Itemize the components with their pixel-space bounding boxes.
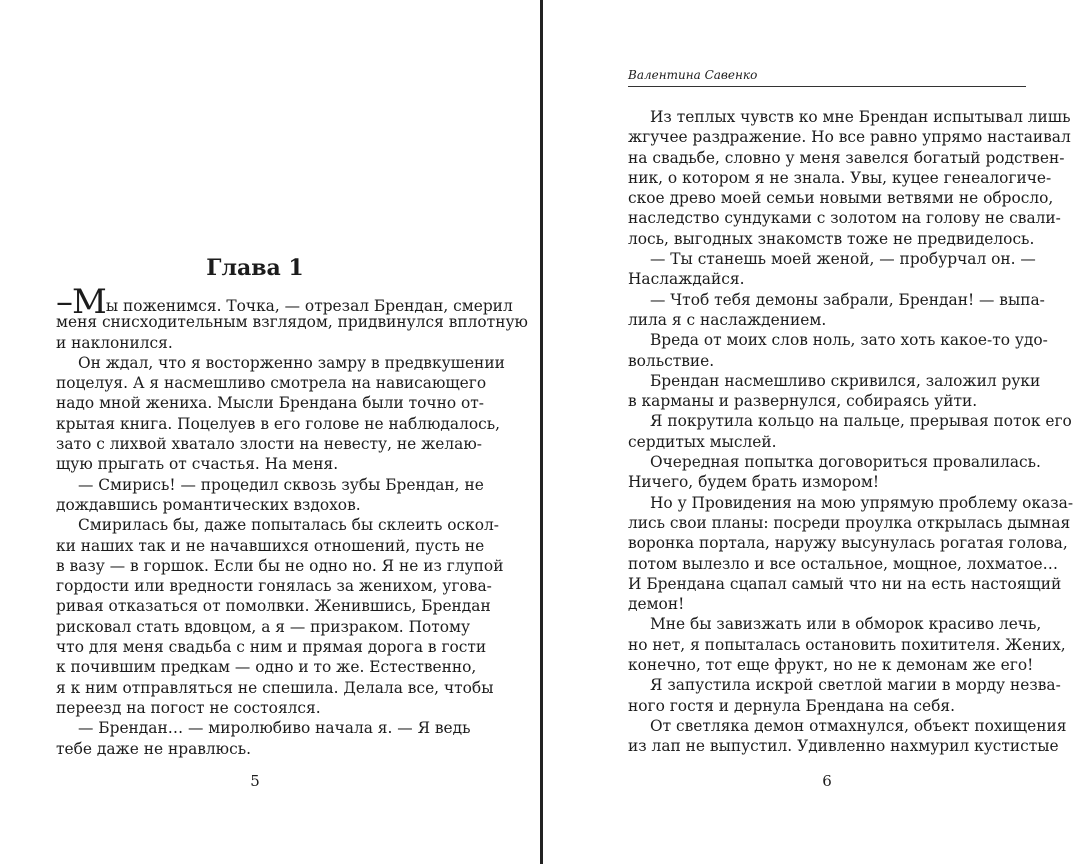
left-text-line: ки наших так и не начавшихся отношений, пусть не: [56, 536, 485, 555]
right-text-line: воронка портала, наружу высунулась рогатая голова,: [628, 534, 1068, 553]
right-text-line: ник, о котором я не знала. Увы, куцее генеалогиче-: [628, 168, 1052, 187]
left-text-line: надо мной жениха. Мысли Брендана были точно от-: [56, 394, 484, 413]
right-text-line: потом вылезло и все остальное, мощное, лохматое…: [628, 554, 1058, 573]
left-text-line: щую прыгать от счастья. На меня.: [56, 455, 339, 474]
left-text-line: что для меня свадьба с ним и прямая дорога в гости: [56, 638, 487, 657]
right-text-line: наследство сундуками с золотом на голову не свали-: [628, 209, 1061, 228]
right-text-line: Вреда от моих слов ноль, зато хоть какое-то удо-: [650, 331, 1048, 350]
right-text-line: сердитых мыслей.: [628, 432, 777, 451]
right-text-line: лись свои планы: посреди проулка открылась дымная: [628, 513, 1071, 532]
left-text-line: переезд на погост не состоялся.: [56, 698, 321, 717]
right-text-line: но нет, я попыталась остановить похитителя. Жених,: [628, 635, 1066, 654]
right-text-line: лось, выгодных знакомств тоже не предвиделось.: [628, 229, 1035, 248]
drop-cap: –М: [56, 282, 106, 322]
left-text-line: ривая отказаться от помолвки. Женившись, Брендан: [56, 597, 491, 616]
right-text-line: Очередная попытка договориться провалилась.: [650, 453, 1041, 472]
right-text-line: в карманы и развернулся, собираясь уйти.: [628, 392, 978, 411]
right-text-line: ское древо моей семьи новыми ветвями не обросло,: [628, 189, 1054, 208]
right-text-line: жгучее раздражение. Но все равно упрямо настаивал: [628, 128, 1071, 147]
running-head-rule: [628, 86, 1026, 87]
right-text-line: Мне бы завизжать или в обморок красиво лечь,: [650, 615, 1042, 634]
right-text-line: — Чтоб тебя демоны забрали, Брендан! — выпа-: [650, 290, 1045, 309]
right-text-line: из лап не выпустил. Удивленно нахмурил кустистые: [628, 737, 1059, 756]
left-text-line: к почившим предкам — одно и то же. Естественно,: [56, 658, 477, 677]
right-text-line: Ничего, будем брать измором!: [628, 473, 880, 492]
right-text-line: конечно, тот еще фрукт, но не к демонам же его!: [628, 656, 1034, 675]
left-text-line: зато с лихвой хватало злости на невесту, не желаю-: [56, 435, 482, 454]
left-text-line: крытая книга. Поцелуев в его голове не наблюдалось,: [56, 414, 501, 433]
right-page: [628, 0, 1074, 864]
left-text-line: Смирилась бы, даже попыталась бы склеить оскол-: [78, 516, 499, 535]
left-text-line: рисковал стать вдовцом, а я — призраком. Потому: [56, 617, 471, 636]
left-text-line: — Брендан… — миролюбиво начала я. — Я ведь: [78, 719, 471, 738]
left-text-line: я к ним отправляться не спешила. Делала все, чтобы: [56, 678, 494, 697]
right-text-line: Я покрутила кольцо на пальце, прерывая поток его: [650, 412, 1072, 431]
right-text-line: ного гостя и дернула Брендана на себя.: [628, 696, 955, 715]
right-text-line: Я запустила искрой светлой магии в морду незва-: [650, 676, 1061, 695]
right-text-line: вольствие.: [628, 351, 715, 370]
page-number-right: 6: [822, 772, 832, 790]
left-text-line: Он ждал, что я восторженно замру в предвкушении: [78, 353, 505, 372]
left-page: [56, 0, 528, 864]
left-text-line: поцелуя. А я насмешливо смотрела на нависающего: [56, 374, 487, 393]
left-text-line: [56, 282, 513, 322]
drop-cap-line-text: ы поженимся. Точка, — отрезал Брендан, смерил: [105, 297, 513, 315]
right-text-line: Наслаждайся.: [628, 270, 745, 289]
page-number-left: 5: [250, 772, 260, 790]
left-page-body: [56, 282, 528, 759]
left-text-line: — Смирись! — процедил сквозь зубы Брендан, не: [78, 475, 484, 494]
chapter-title: Глава 1: [206, 255, 304, 281]
right-text-line: — Ты станешь моей женой, — пробурчал он. —: [650, 250, 1036, 269]
right-text-line: лила я с наслаждением.: [628, 310, 827, 329]
left-text-line: меня снисходительным взглядом, придвинулся вплотную: [56, 313, 528, 332]
left-text-line: в вазу — в горшок. Если бы не одно но. Я не из глупой: [56, 556, 504, 575]
left-text-line: и наклонился.: [56, 333, 173, 352]
running-head: Валентина Савенко: [628, 68, 758, 82]
right-text-line: И Брендана сцапал самый что ни на есть настоящий: [628, 574, 1062, 593]
right-text-line: От светляка демон отмахнулся, объект похищения: [650, 716, 1067, 735]
right-text-line: на свадьбе, словно у меня завелся богатый родствен-: [628, 148, 1065, 167]
left-text-line: гордости или вредности гонялась за женихом, угова-: [56, 577, 492, 596]
left-text-line: тебе даже не нравлюсь.: [56, 739, 251, 758]
right-text-line: демон!: [628, 595, 685, 614]
spine-divider: [540, 0, 543, 864]
right-text-line: Но у Провидения на мою упрямую проблему оказа-: [650, 493, 1074, 512]
right-page-body: [628, 107, 1074, 757]
right-text-line: Брендан насмешливо скривился, заложил руки: [650, 371, 1041, 390]
left-text-line: дождавшись романтических вздохов.: [56, 495, 361, 514]
right-text-line: Из теплых чувств ко мне Брендан испытывал лишь: [650, 108, 1071, 126]
